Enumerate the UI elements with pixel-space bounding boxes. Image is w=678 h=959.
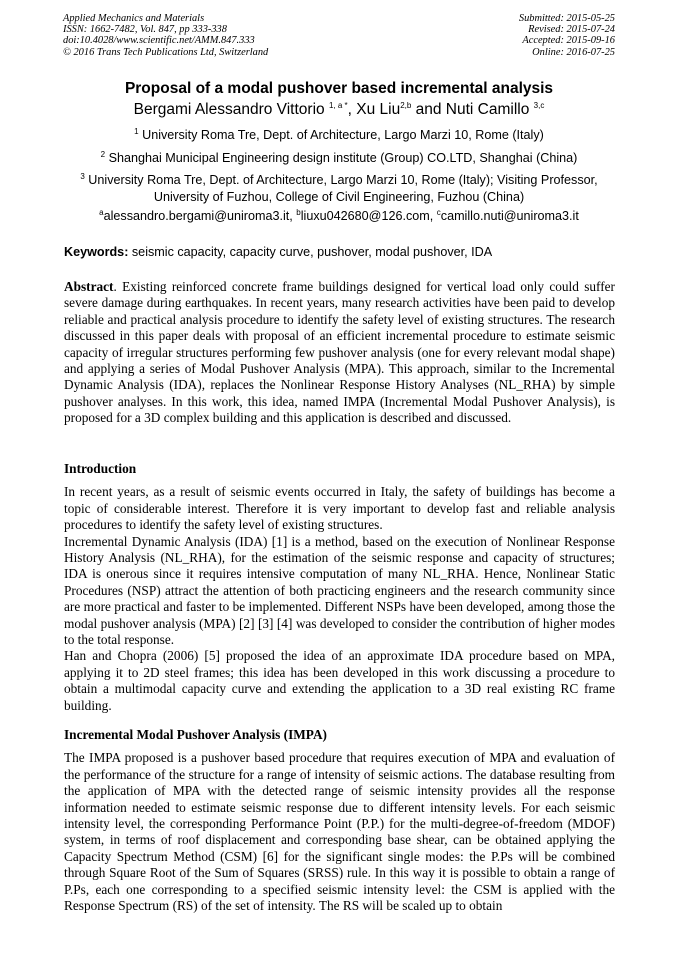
emails	[0, 208, 678, 225]
paragraph: Incremental Dynamic Analysis (IDA) [1] is a method, based on the execution of Nonlinear Response History Analysis (NL_RHA), for the estimation of the seismic response and capacity of structures; IDA is onerous since it requires intensive computation of many NL_RHA. Hence, Nonlinear Static Procedures (NSP) attract the attention of both practicing engineers and the research community since are more practical and faster to be implemented. Different NSPs have been developed, among those the modal pushover analysis (MPA) [2] [3] [4] was developed to consider the contribution of higher modes to the total response.	[64, 533, 615, 648]
email-sup: b	[296, 207, 301, 217]
introduction-section	[64, 461, 615, 714]
aff-sup: 3	[80, 171, 85, 181]
impa-section	[64, 727, 615, 914]
doi: doi:10.4028/www.scientific.net/AMM.847.333	[63, 35, 255, 47]
online-date: Online: 2016-07-25	[532, 46, 615, 58]
section-heading: Incremental Modal Pushover Analysis (IMPA)	[64, 727, 327, 742]
affiliation-3	[0, 172, 678, 206]
email-sup: a	[99, 207, 104, 217]
journal-name: Applied Mechanics and Materials	[63, 13, 205, 24]
dates-info	[519, 13, 615, 58]
submitted-date: Submitted: 2015-05-25	[518, 13, 615, 24]
aff-text: University Roma Tre, Dept. of Architecture, Largo Marzi 10, Rome (Italy)	[138, 128, 544, 142]
email[interactable]: alessandro.bergami@uniroma3.it,	[103, 209, 297, 223]
copyright: © 2016 Trans Tech Publications Ltd, Switzerland	[63, 46, 269, 58]
issn: ISSN: 1662-7482, Vol. 847, pp 333-338	[63, 24, 227, 36]
journal-info	[63, 13, 268, 58]
email-sup: c	[436, 207, 441, 217]
abstract	[64, 279, 615, 427]
abstract-label: Abstract	[64, 279, 114, 294]
author-name: and Nuti Camillo	[411, 101, 534, 118]
paragraph: The IMPA proposed is a pushover based procedure that requires execution of MPA and evaluation of the performance of the structure for a range of intensity of seismic actions. The database resulting from the application of MPA with the detected range of seismic intensity provides all the response information needed to estimate seismic response due to different intensity levels. For each seismic intensity level, the corresponding Performance Point (P.P.) for the multi-degree-of-freedom (MDOF) system, in terms of roof displacement and corresponding base shear, can be obtained applying the Capacity Spectrum Method (CSM) [6] for the significant single modes: the P.Ps will be combined through Square Root of the Sum of Squares (SRSS) rule. In this way it is possible to obtain a range of P.Ps, each one corresponding to a specified seismic intensity level: the CSM is applied with the Response Spectrum (RS) of the set of intensity. The RS will be scaled up to obtain	[64, 750, 615, 914]
abstract-text: . Existing reinforced concrete frame buildings designed for vertical load only could suffer severe damage during earthquakes. In recent years, many research activities have been paid to develop reliable and practical analysis procedure to identify the safety level of existing structures. The research discussed in this paper deals with proposal of an efficient incremental procedure to estimate seismic capacity of irregular structures performing few pushover analysis (one for every relevant modal shape) and applying a series of Modal Pushover Analysis (MPA). This approach, similar to the Incremental Dynamic Analysis (IDA), replaces the Nonlinear Response History Analyses (NL_RHA) by simple pushover analyses. In this work, this idea, named IMPA (Incremental Modal Pushover Analysis), is proposed for a 3D complex building and this application is described and discussed.	[64, 279, 615, 426]
authors	[0, 101, 678, 119]
keywords	[64, 245, 492, 259]
author-name: Bergami Alessandro Vittorio	[133, 101, 329, 118]
paragraph: Han and Chopra (2006) [5] proposed the idea of an approximate IDA procedure based on MPA, applying it to 2D steel frames; this idea has been developed in this work discussing a procedure to obtain a multimodal capacity curve and extending the application to a 3D real existing RC frame building.	[64, 648, 615, 713]
aff-sup: 1	[134, 126, 139, 136]
affiliation-1	[0, 127, 678, 144]
revised-date: Revised: 2015-07-24	[528, 24, 615, 36]
paragraph: In recent years, as a result of seismic events occurred in Italy, the safety of buildings has become a topic of considerable interest. Therefore it is very important to develop fast and reliable analysis procedures to identify the safety level of existing structures.	[64, 484, 615, 533]
keywords-text: seismic capacity, capacity curve, pushover, modal pushover, IDA	[128, 245, 493, 259]
author-sup: 3,c	[533, 100, 545, 110]
email[interactable]: liuxu042680@126.com,	[300, 209, 437, 223]
paper-title: Proposal of a modal pushover based incremental analysis	[124, 80, 554, 97]
email[interactable]: camillo.nuti@uniroma3.it	[440, 209, 579, 223]
author-sup: 1, a *	[328, 100, 348, 110]
author-sup: 2,b	[400, 100, 412, 110]
aff-sup: 2	[100, 149, 106, 159]
author-name: , Xu Liu	[347, 101, 401, 118]
accepted-date: Accepted: 2015-09-16	[522, 35, 615, 47]
aff-text: University of Fuzhou, College of Civil Engineering, Fuzhou (China)	[153, 190, 525, 204]
affiliation-2	[0, 150, 678, 167]
keywords-label: Keywords:	[64, 245, 129, 259]
aff-text: University Roma Tre, Dept. of Architecture, Largo Marzi 10, Rome (Italy); Visiting Professor,	[84, 173, 598, 187]
section-heading: Introduction	[64, 461, 137, 476]
aff-text: Shanghai Municipal Engineering design institute (Group) CO.LTD, Shanghai (China)	[105, 151, 578, 165]
